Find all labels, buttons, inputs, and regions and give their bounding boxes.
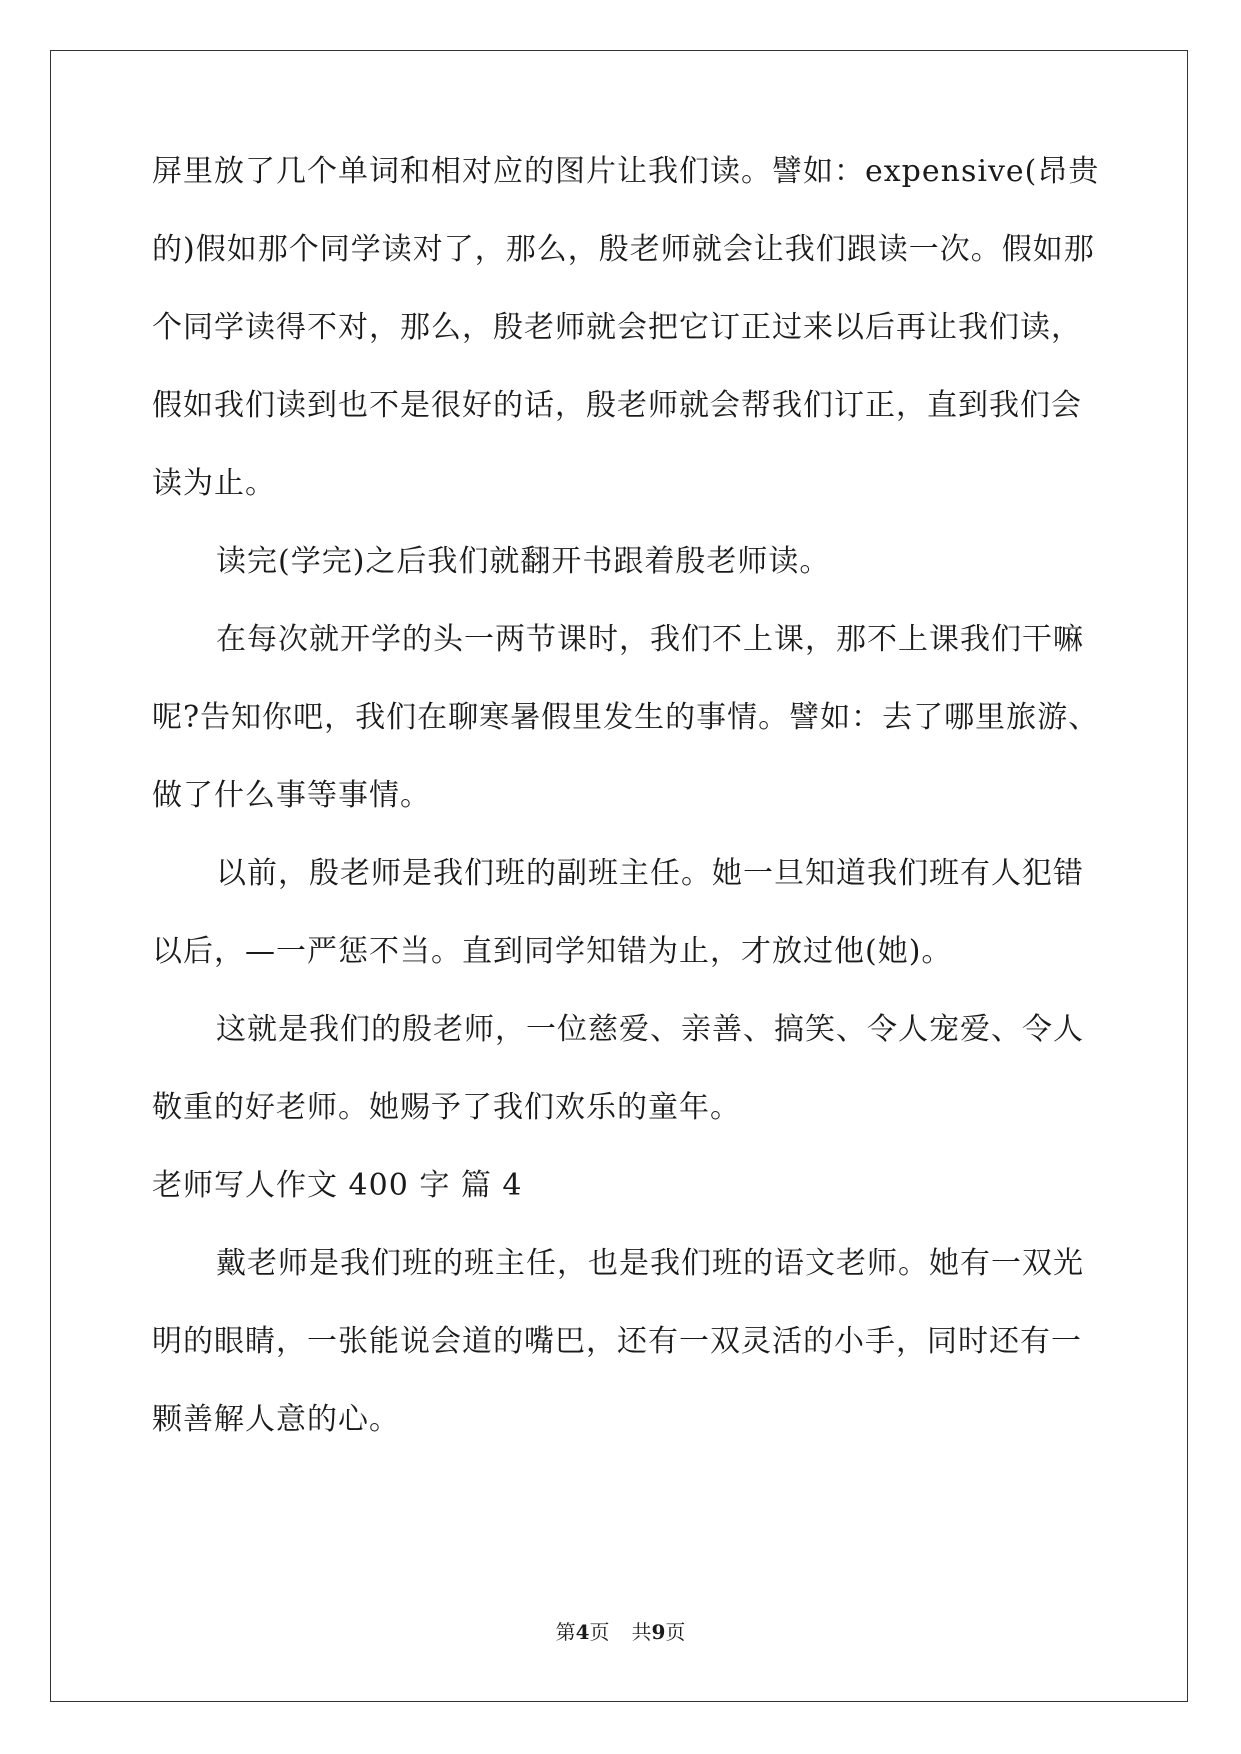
page-footer	[0, 1620, 1241, 1644]
text-line-17: 颗善解人意的心。	[152, 1402, 400, 1437]
page-prefix: 第	[555, 1620, 576, 1644]
text-line-11: 以后，—一严惩不当。直到同学知错为止，才放过他(她)。	[152, 934, 953, 969]
total-suffix: 页	[665, 1620, 686, 1644]
text-line-8: 呢?告知你吧，我们在聊寒暑假里发生的事情。譬如：去了哪里旅游、	[152, 700, 1100, 735]
paragraph-start: 这就是我们的殷老师，一位慈爱、亲善、搞笑、令人宠爱、令人	[216, 1012, 1084, 1047]
page-number: 4	[575, 1620, 590, 1644]
paragraph-start: 戴老师是我们班的班主任，也是我们班的语文老师。她有一双光	[216, 1246, 1084, 1281]
paragraph-start: 读完(学完)之后我们就翻开书跟着殷老师读。	[216, 544, 831, 579]
text-line-2: 的)假如那个同学读对了，那么，殷老师就会让我们跟读一次。假如那	[152, 232, 1095, 267]
text-line-16: 明的眼睛，一张能说会道的嘴巴，还有一双灵活的小手，同时还有一	[152, 1324, 1082, 1359]
total-prefix: 共	[631, 1620, 652, 1644]
total-pages: 9	[651, 1620, 666, 1644]
section-heading: 老师写人作文 400 字 篇 4	[152, 1168, 523, 1203]
text-line-9: 做了什么事等事情。	[152, 778, 431, 813]
text-line-4: 假如我们读到也不是很好的话，殷老师就会帮我们订正，直到我们会	[152, 388, 1082, 423]
text-line-1: 屏里放了几个单词和相对应的图片让我们读。譬如：expensive(昂贵	[152, 154, 1100, 189]
text-line-5: 读为止。	[152, 466, 276, 501]
page-suffix: 页	[589, 1620, 610, 1644]
text-line-3: 个同学读得不对，那么，殷老师就会把它订正过来以后再让我们读，	[152, 310, 1082, 345]
paragraph-start: 以前，殷老师是我们班的副班主任。她一旦知道我们班有人犯错	[216, 856, 1084, 891]
paragraph-start: 在每次就开学的头一两节课时，我们不上课，那不上课我们干嘛	[216, 622, 1084, 657]
text-line-13: 敬重的好老师。她赐予了我们欢乐的童年。	[152, 1090, 741, 1125]
